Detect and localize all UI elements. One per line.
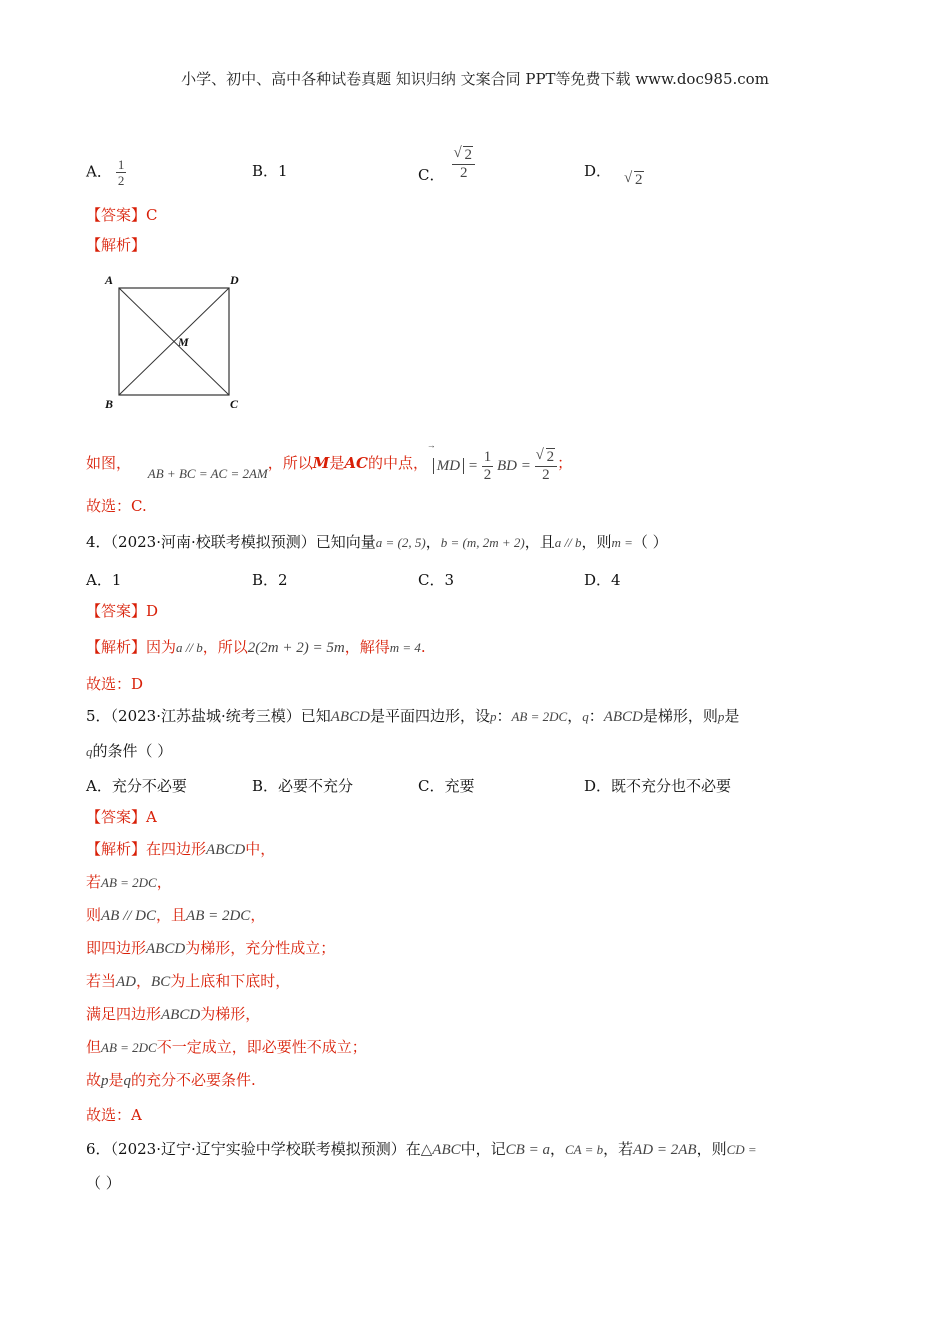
q5-analysis-line6: 满足四边形ABCD为梯形， xyxy=(86,1005,261,1023)
q3-answer: 【答案】C xyxy=(86,206,158,224)
vector-b: b = (m, 2m + 2) xyxy=(440,535,525,550)
option-c-label: C． xyxy=(418,165,445,184)
q3-option-d xyxy=(584,160,644,188)
q4-analysis: 【解析】因为a // b，所以2(2m + 2) = 5m，解得m = 4. xyxy=(86,638,426,656)
q5-option-d: D．既不充分也不必要 xyxy=(584,777,732,795)
q5-analysis-line2: 若AB = 2DC， xyxy=(86,873,172,891)
q5-analysis-line5: 若当AD，BC为上底和下底时， xyxy=(86,972,291,990)
label-b: B xyxy=(105,397,114,411)
q3-option-b: B．1 xyxy=(252,162,288,180)
option-d-label: D． xyxy=(584,162,612,180)
q5-analysis-line1: 【解析】在四边形ABCD中， xyxy=(86,840,276,858)
q6-stem-line1: 6．（2023·辽宁·辽宁实验中学校联考模拟预测）在△ABC中，记CB = a，CA = b，若AD = 2AB，则CD = xyxy=(86,1140,757,1158)
q4-option-d: D．4 xyxy=(584,571,621,589)
q5-option-a: A．充分不必要 xyxy=(86,777,187,795)
fraction-sqrt2-over-2: √ $\frac{2}{2}$ xyxy=(452,148,475,181)
label-c: C xyxy=(230,397,239,411)
q5-analysis-line3: 则AB // DC，且AB = 2DC， xyxy=(86,906,266,924)
square-diagram xyxy=(100,268,260,418)
q5-option-b: B．必要不充分 xyxy=(252,777,354,795)
q4-stem: 4．（2023·河南·校联考模拟预测）已知向量a = (2, 5)，b = (m, 2m + 2)，且a // b，则m =（ ） xyxy=(86,533,668,551)
q5-analysis-line8: 故p是q的充分不必要条件. xyxy=(86,1071,256,1089)
q4-answer: 【答案】D xyxy=(86,602,159,620)
q5-stem-line1: 5．（2023·江苏盐城·统考三模）已知ABCD是平面四边形，设p：AB = 2DC，q：ABCD是梯形，则p是 xyxy=(86,707,740,725)
q5-analysis-line4: 即四边形ABCD为梯形，充分性成立； xyxy=(86,939,336,957)
vector-arrow-icon: → xyxy=(426,440,436,450)
q5-analysis-line7: 但AB = 2DC不一定成立，即必要性不成立； xyxy=(86,1038,367,1056)
math-md-length: → MD = $\frac{1}{2}$ BD = √ $\frac{2}{2}$ xyxy=(433,450,557,483)
q4-conclusion: 故选：D xyxy=(86,675,144,693)
q4-option-a: A．1 xyxy=(86,571,122,589)
label-d: D xyxy=(230,273,239,287)
label-m: M xyxy=(178,335,189,349)
q3-option-c xyxy=(418,147,475,184)
label-a: A xyxy=(105,273,114,287)
vector-a: a = (2, 5) xyxy=(375,535,426,550)
q3-option-a xyxy=(86,158,126,187)
q5-answer: 【答案】A xyxy=(86,808,157,826)
q5-stem-line2: q的条件（ ） xyxy=(86,742,173,760)
option-a-label: A． xyxy=(86,162,112,181)
sqrt-two: √ 2 xyxy=(625,172,644,188)
q3-conclusion: 故选：C. xyxy=(86,497,147,515)
fraction-one-half: $\frac{1}{2}$ xyxy=(117,157,125,188)
q4-option-b: B．2 xyxy=(252,571,288,589)
q3-analysis-line: 如图， AB + BC = AC = 2AM，所以M是AC的中点， → MD = $\frac{1}{2}$ BD = √ $\frac{2}{2}$ ； xyxy=(86,448,572,481)
q5-conclusion: 故选：A xyxy=(86,1106,142,1124)
q5-option-c: C．充要 xyxy=(418,777,475,795)
q3-analysis-label: 【解析】 xyxy=(86,236,147,254)
page-header: 小学、初中、高中各种试卷真题 知识归纳 文案合同 PPT等免费下载 www.doc985.com xyxy=(181,70,769,88)
math-ab-bc: AB + BC = AC = 2AM xyxy=(147,465,268,481)
q6-stem-line2: （ ） xyxy=(86,1174,121,1192)
q4-option-c: C．3 xyxy=(418,571,455,589)
